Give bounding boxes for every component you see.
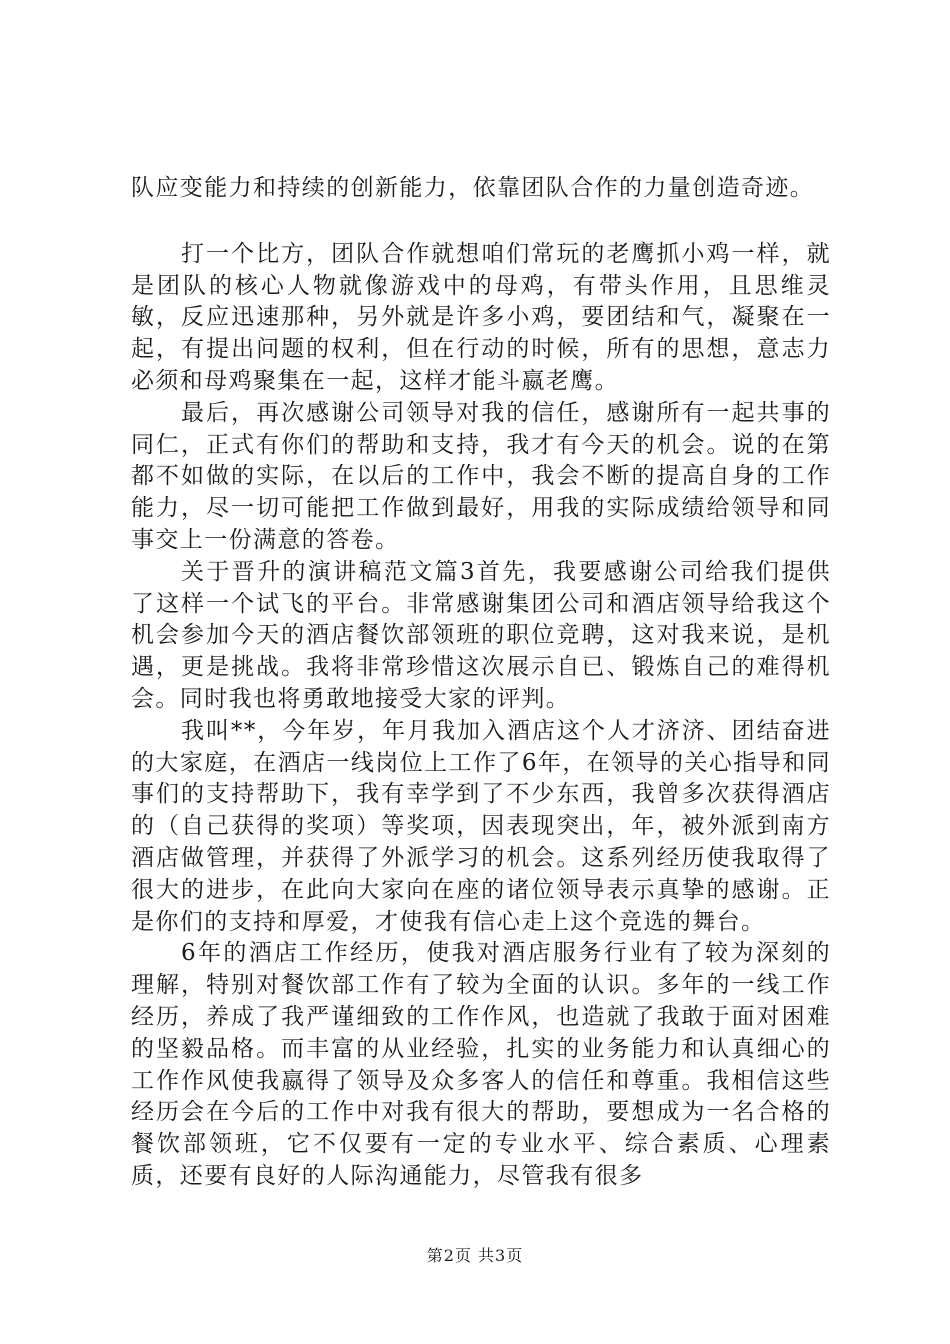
page-number-footer: 第2页 共3页 (426, 1246, 524, 1265)
paragraph-continuation: 队应变能力和持续的创新能力，依靠团队合作的力量创造奇迹。 (131, 175, 815, 201)
paragraph-speech-3-intro: 关于晋升的演讲稿范文篇3首先，我要感谢公司给我们提供了这样一个试飞的平台。非常感谢集团公司和酒店领导给我这个机会参加今天的酒店餐饮部领班的职位竞聘，这对我来说，是机遇，更是挑战。我将非常珍惜这次展示自已、锻炼自己的难得机会。同时我也将勇敢地接受大家的评判。 (131, 558, 831, 712)
document-body (131, 173, 831, 1193)
paragraph-closing-thanks: 最后，再次感谢公司领导对我的信任，感谢所有一起共事的同仁，正式有你们的帮助和支持，我才有今天的机会。说的在第都不如做的实际，在以后的工作中，我会不断的提高自身的工作能力，尽一切可能把工作做到最好，用我的实际成绩给领导和同事交上一份满意的答卷。 (131, 399, 831, 553)
paragraph-self-introduction: 我叫**，今年岁，年月我加入酒店这个人才济济、团结奋进的大家庭，在酒店一线岗位上工作了6年，在领导的关心指导和同事们的支持帮助下，我有幸学到了不少东西，我曾多次获得酒店的（自己获得的奖项）等奖项，因表现突出，年，被外派到南方酒店做管理，并获得了外派学习的机会。这系列经历使我取得了很大的进步，在此向大家向在座的诸位领导表示真挚的感谢。正是你们的支持和厚爱，才使我有信心走上这个竞选的舞台。 (131, 717, 831, 935)
paragraph-work-experience: 6年的酒店工作经历，使我对酒店服务行业有了较为深刻的理解，特别对餐饮部工作有了较为全面的认识。多年的一线工作经历，养成了我严谨细致的工作作风，也造就了我敢于面对困难的坚毅品格。而丰富的从业经验，扎实的业务能力和认真细心的工作作风使我嬴得了领导及众多客人的信任和尊重。我相信这些经历会在今后的工作中对我有很大的帮助，要想成为一名合格的餐饮部领班，它不仅要有一定的专业水平、综合素质、心理素质，还要有良好的人际沟通能力，尽管我有很多 (131, 940, 831, 1189)
paragraph-analogy: 打一个比方，团队合作就想咱们常玩的老鹰抓小鸡一样，就是团队的核心人物就像游戏中的母鸡，有带头作用，且思维灵敏，反应迅速那种，另外就是许多小鸡，要团结和气，凝聚在一起，有提出问题的权利，但在行动的时候，所有的思想，意志力必须和母鸡聚集在一起，这样才能斗嬴老鹰。 (131, 240, 831, 394)
